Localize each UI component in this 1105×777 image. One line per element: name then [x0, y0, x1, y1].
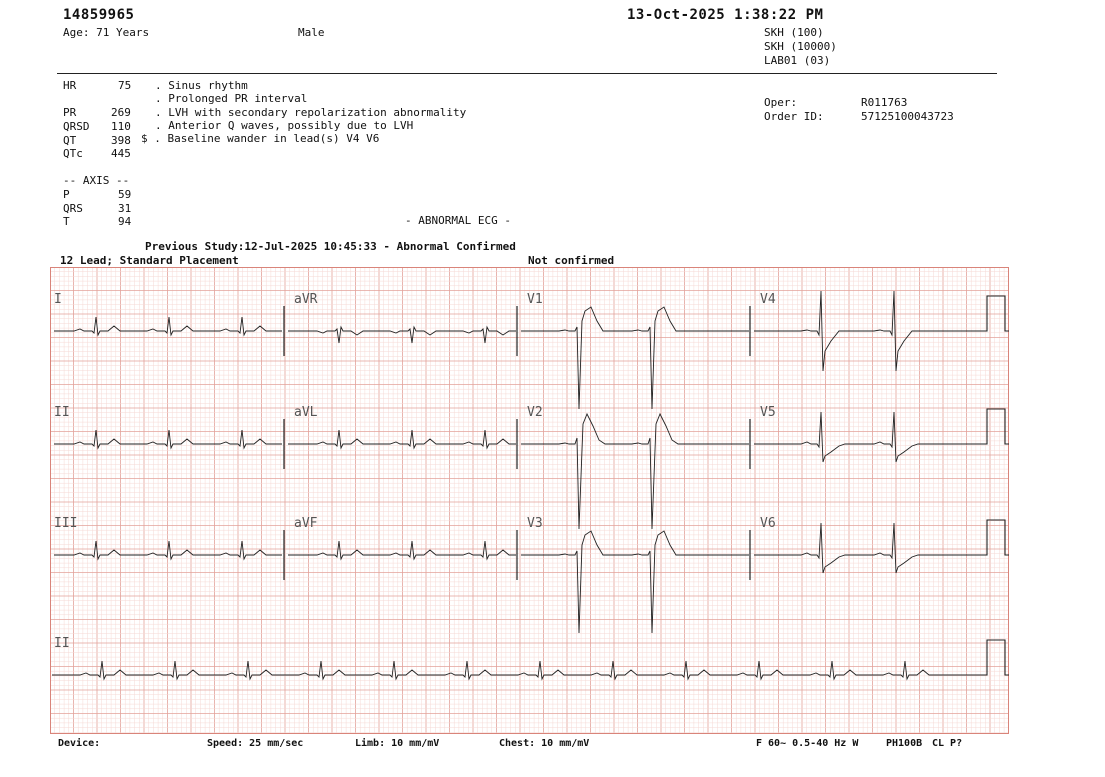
measure-hr-value: 75 [118, 79, 132, 92]
measure-qrsd-label: QRSD [63, 120, 90, 133]
lead-trace [288, 327, 516, 343]
axis-p-value: 59 [118, 188, 132, 201]
order-id-label: Order ID: [764, 110, 824, 123]
lead-label: V3 [527, 516, 543, 531]
footer-filter: F 60~ 0.5-40 Hz W [756, 738, 859, 749]
lead-labels [54, 292, 776, 651]
lead-label: aVF [294, 516, 318, 531]
measure-qt-value: 398 [111, 134, 131, 147]
axis-p-label: P [63, 188, 70, 201]
measure-qtc-value: 445 [111, 147, 131, 160]
lead-placement: 12 Lead; Standard Placement [60, 254, 239, 267]
recording-datetime: 13-Oct-2025 1:38:22 PM [627, 7, 824, 23]
interpretation-line-2: . Prolonged PR interval [155, 92, 308, 105]
lead-label: aVR [294, 292, 318, 307]
measure-pr-value: 269 [111, 106, 131, 119]
interpretation-line-4: . Anterior Q waves, possibly due to LVH [155, 119, 414, 132]
interpretation-line-5: $ . Baseline wander in lead(s) V4 V6 [141, 132, 380, 145]
axis-header: -- AXIS -- [63, 174, 130, 187]
location-line-2: SKH (10000) [764, 40, 837, 53]
lead-label: V5 [760, 405, 776, 420]
lead-label: V4 [760, 292, 776, 307]
lead-label: aVL [294, 405, 318, 420]
lead-trace [54, 317, 282, 335]
lead-trace [288, 430, 516, 448]
location-line-1: SKH (100) [764, 26, 824, 39]
footer-speed: Speed: 25 mm/sec [207, 738, 304, 749]
location-line-3: LAB01 (03) [764, 54, 831, 67]
measure-qrsd-value: 110 [111, 120, 131, 133]
lead-trace [54, 541, 282, 559]
previous-study: Previous Study:12-Jul-2025 10:45:33 - Abnormal Confirmed [145, 240, 516, 253]
footer-chest: Chest: 10 mm/mV [499, 738, 590, 749]
measure-hr-label: HR [63, 79, 77, 92]
grid-lines [50, 267, 1009, 734]
measure-qt-label: QT [63, 134, 77, 147]
ecg-tracing-grid [50, 267, 1009, 734]
footer-device: Device: [58, 738, 101, 749]
lead-label: V2 [527, 405, 543, 420]
patient-id: 14859965 [63, 7, 135, 23]
order-id-value: 57125100043723 [861, 110, 954, 123]
operator-label: Oper: [764, 96, 798, 109]
lead-label: V6 [760, 516, 776, 531]
header-divider [57, 73, 997, 74]
confirmation-status: Not confirmed [528, 254, 615, 267]
footer-limb: Limb: 10 mm/mV [355, 738, 440, 749]
axis-qrs-value: 31 [118, 202, 132, 215]
lead-trace [288, 541, 516, 559]
interpretation-line-3: . LVH with secondary repolarization abnormality [155, 106, 467, 119]
interpretation-line-1: . Sinus rhythm [155, 79, 248, 92]
axis-t-label: T [63, 215, 70, 228]
axis-t-value: 94 [118, 215, 132, 228]
axis-qrs-label: QRS [63, 202, 83, 215]
ecg-verdict: - ABNORMAL ECG - [405, 214, 511, 227]
footer-model: PH100B [886, 738, 923, 749]
footer-cl: CL P? [932, 738, 963, 749]
patient-age: Age: 71 Years [63, 26, 150, 39]
lead-label: V1 [527, 292, 543, 307]
lead-trace [54, 430, 282, 448]
patient-sex: Male [298, 26, 325, 39]
lead-label: II [54, 405, 70, 420]
rhythm-lead-label: II [54, 636, 70, 651]
lead-label: III [54, 516, 78, 531]
measure-pr-label: PR [63, 106, 77, 119]
operator-value: R011763 [861, 96, 908, 109]
lead-label: I [54, 292, 62, 307]
measure-qtc-label: QTc [63, 147, 83, 160]
